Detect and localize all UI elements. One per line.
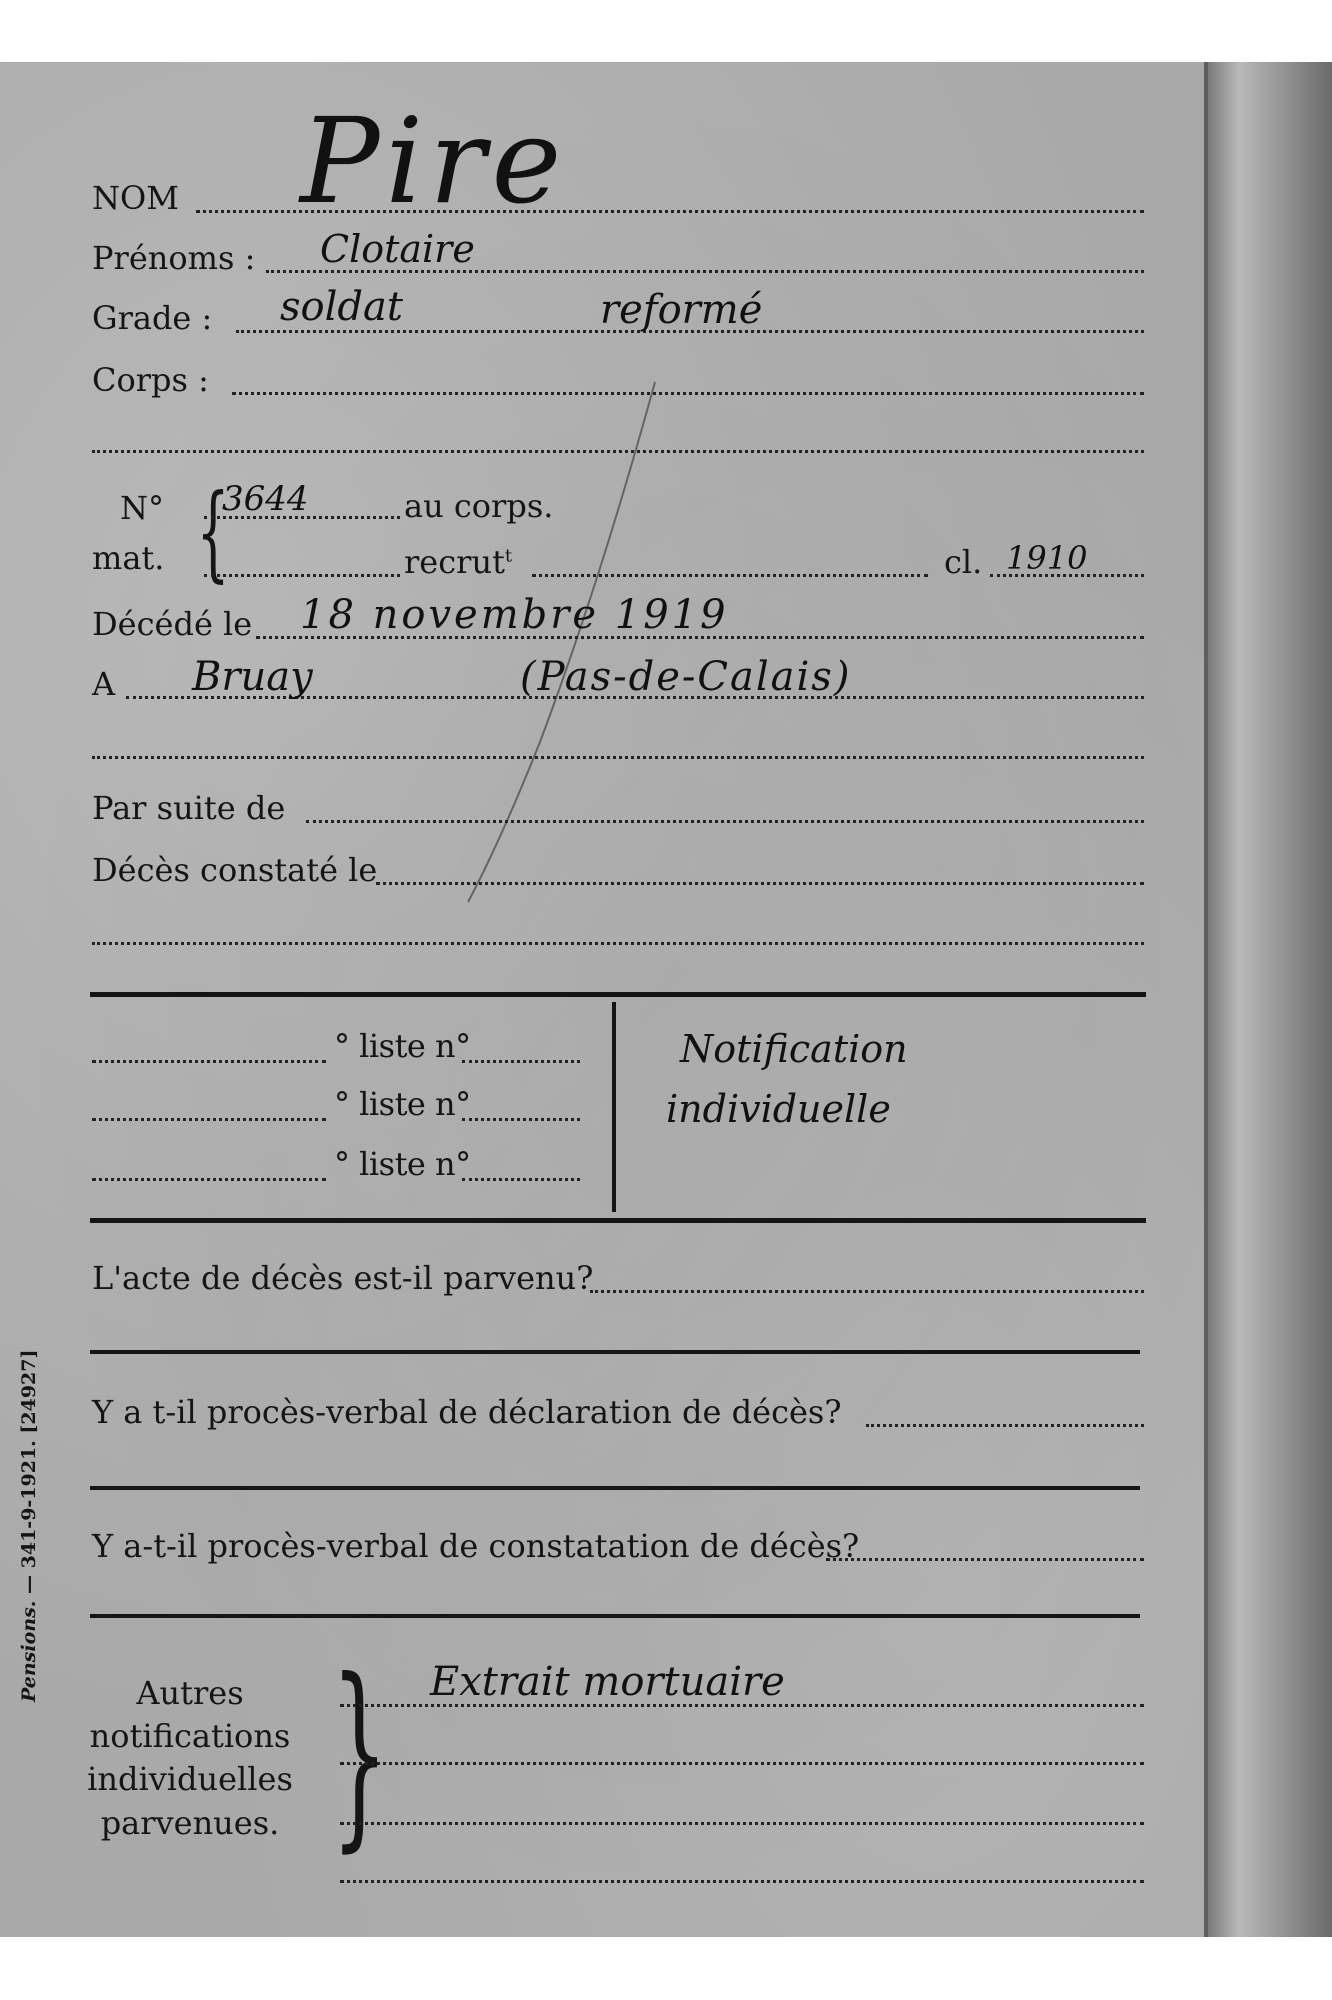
corps-label: Corps : <box>92 361 209 399</box>
recrut-label: recrut$^t$ <box>404 543 513 581</box>
nom-entry: Pire <box>300 92 568 230</box>
matricule-corps-entry: 3644 <box>222 479 309 519</box>
recrut-number-dots <box>204 574 400 577</box>
lieu-dots-2 <box>92 756 1144 759</box>
date-deces-entry: 18 novembre 1919 <box>300 592 729 638</box>
liste-divider <box>612 1002 616 1212</box>
printer-mark: Pensions. — 341-9-1921. [24927] <box>18 1349 40 1702</box>
acte-question: L'acte de décès est-il parvenu? <box>92 1259 594 1297</box>
pv-declaration-dots <box>866 1424 1144 1427</box>
au-corps-label: au corps. <box>404 487 554 525</box>
liste-3-label: ° liste n° <box>334 1145 471 1183</box>
liste-2-post-dots <box>462 1118 580 1121</box>
pv-constatation-question: Y a-t-il procès-verbal de constatation de décès? <box>92 1527 860 1565</box>
liste-3-pre-dots <box>92 1178 326 1181</box>
grade-label: Grade : <box>92 299 213 337</box>
no-label: N° <box>120 489 164 527</box>
mat-label: mat. <box>92 539 165 577</box>
autres-dots-3 <box>340 1822 1144 1825</box>
deces-constate-dots-2 <box>92 942 1144 945</box>
lieu-entry-1: Bruay <box>192 654 313 700</box>
autres-dots-2 <box>340 1762 1144 1765</box>
a-label: A <box>92 665 116 703</box>
autres-line-4: parvenues. <box>100 1803 280 1842</box>
acte-dots <box>590 1290 1144 1293</box>
pencil-stroke <box>0 62 1332 1937</box>
decede-le-label: Décédé le <box>92 605 253 643</box>
autres-brace: } <box>330 1637 389 1870</box>
matricule-brace: { <box>196 471 230 593</box>
pv-constatation-rule <box>90 1614 1140 1618</box>
deces-constate-dots <box>376 882 1144 885</box>
autres-dots-4 <box>340 1880 1144 1883</box>
pv-declaration-question: Y a t-il procès-verbal de déclaration de décès? <box>92 1393 842 1431</box>
classe-entry: 1910 <box>1006 539 1088 577</box>
liste-3-post-dots <box>462 1178 580 1181</box>
recrut-superscript: t <box>504 545 513 567</box>
autres-line-1: Autres <box>136 1674 244 1712</box>
deces-constate-label: Décès constaté le <box>92 851 378 889</box>
lieu-entry-2: (Pas-de-Calais) <box>520 654 852 700</box>
liste-2-pre-dots <box>92 1118 326 1121</box>
liste-1-label: ° liste n° <box>334 1027 471 1065</box>
corps-dots <box>232 392 1144 395</box>
grade-entry-2: reformé <box>600 287 763 333</box>
liste-2-label: ° liste n° <box>334 1085 471 1123</box>
liste-1-pre-dots <box>92 1060 326 1063</box>
par-suite-dots <box>306 820 1144 823</box>
classe-label: cl. <box>944 543 983 581</box>
autres-line-2: notifications <box>89 1717 291 1756</box>
pv-declaration-rule <box>90 1486 1140 1490</box>
death-record-card <box>0 62 1332 1937</box>
autres-notifications-entry: Extrait mortuaire <box>430 1659 785 1705</box>
prenoms-entry: Clotaire <box>320 227 475 271</box>
notification-entry-1: Notification <box>680 1027 908 1071</box>
section-rule-2 <box>90 1218 1146 1223</box>
corps-dots-2 <box>92 450 1144 453</box>
pv-constatation-dots <box>826 1558 1144 1561</box>
par-suite-label: Par suite de <box>92 789 286 827</box>
liste-1-post-dots <box>462 1060 580 1063</box>
section-rule-1 <box>90 992 1146 997</box>
nom-label: NOM <box>92 179 179 217</box>
recrut-dots <box>532 574 928 577</box>
autres-notifications-label <box>80 1672 300 1845</box>
autres-line-3: individuelles <box>87 1760 293 1799</box>
notification-entry-2: individuelle <box>666 1087 891 1131</box>
acte-rule <box>90 1350 1140 1354</box>
prenoms-label: Prénoms : <box>92 239 256 277</box>
grade-entry-1: soldat <box>280 284 403 330</box>
